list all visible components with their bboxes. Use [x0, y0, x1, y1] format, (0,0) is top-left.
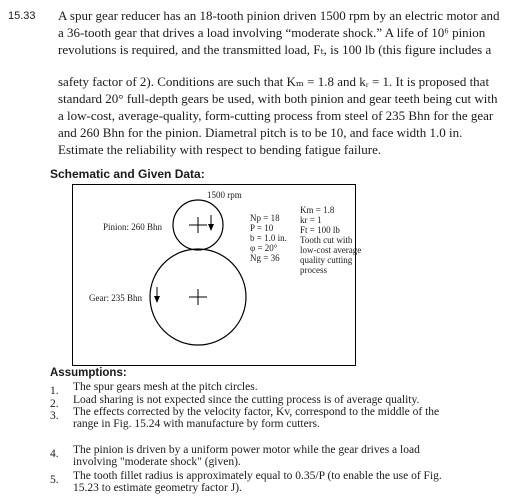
assumption-number: 2. — [50, 398, 59, 410]
schematic-heading: Schematic and Given Data: — [50, 167, 205, 181]
data-item: P = 10 — [250, 223, 274, 233]
data-item: φ = 20° — [250, 243, 278, 253]
rpm-label: 1500 rpm — [207, 190, 242, 200]
data-item: kr = 1 — [300, 215, 322, 225]
statement-line: safety factor of 2). Conditions are such that Kₘ = 1.8 and kᵣ = 1. It is proposed that — [58, 74, 490, 89]
data-item: process — [300, 265, 327, 275]
assumption-text: Load sharing is not expected since the cutting process is of average quality. — [73, 394, 420, 406]
assumptions-heading: Assumptions: — [50, 367, 127, 379]
statement-line: Estimate the reliability with respect to bending fatigue failure. — [58, 142, 382, 157]
pinion-label: Pinion: 260 Bhn — [103, 222, 163, 232]
assumption-number: 4. — [50, 448, 59, 460]
data-item: Tooth cut with — [300, 235, 353, 245]
assumption-number: 1. — [50, 385, 59, 397]
statement-line: a 36-tooth gear that drives a load involving “moderate shock.” A life of 10⁶ pinion — [58, 25, 486, 40]
data-item: Np = 18 — [250, 213, 280, 223]
assumption-number: 5. — [50, 474, 59, 486]
problem-statement — [58, 7, 500, 158]
assumption-text: The pinion is driven by a uniform power motor while the gear drives a load — [73, 444, 420, 456]
gear-label: Gear: 235 Bhn — [89, 293, 142, 303]
pinion-data — [250, 213, 287, 263]
statement-line: a low-cost, average-quality, form-cutting process from steel of 235 Bhn for the gear — [58, 108, 494, 123]
assumption-text: 15.23 to estimate geometry factor J). — [73, 482, 242, 494]
assumption-number: 3. — [50, 410, 59, 422]
assumption-text: involving "moderate shock" (given). — [73, 456, 241, 468]
statement-line: standard 20° full-depth gears be used, with both pinion and gear teeth being cut with — [58, 91, 498, 106]
given-data — [300, 205, 361, 275]
statement-line: revolutions is required, and the transmitted load, Fₜ, is 100 lb (this figure includes a — [58, 42, 492, 57]
data-item: Km = 1.8 — [300, 205, 335, 215]
statement-line: A spur gear reducer has an 18-tooth pinion driven 1500 rpm by an electric motor and — [58, 8, 500, 23]
data-item: b = 1.0 in. — [250, 233, 287, 243]
assumption-item — [50, 470, 59, 488]
data-item: quality cutting — [300, 255, 353, 265]
assumption-text: The spur gears mesh at the pitch circles. — [73, 381, 258, 393]
data-item: low-cost average — [300, 245, 362, 255]
assumption-text: The effects corrected by the velocity factor, Kv, correspond to the middle of the — [73, 406, 440, 418]
data-item: Ft = 100 lb — [300, 225, 340, 235]
assumption-item — [50, 444, 59, 462]
assumption-item — [50, 406, 59, 424]
statement-line: and 260 Bhn for the pinion. Diametral pitch is to be 10, and face width 1.0 in. — [58, 125, 463, 140]
assumption-text: range in Fig. 15.24 with manufacture by form cutters. — [73, 418, 320, 430]
assumption-text: The tooth fillet radius is approximately equal to 0.35/P (to enable the use of Fig. — [73, 470, 442, 482]
problem-number: 15.33 — [8, 10, 36, 22]
data-item: Ng = 36 — [250, 253, 280, 263]
